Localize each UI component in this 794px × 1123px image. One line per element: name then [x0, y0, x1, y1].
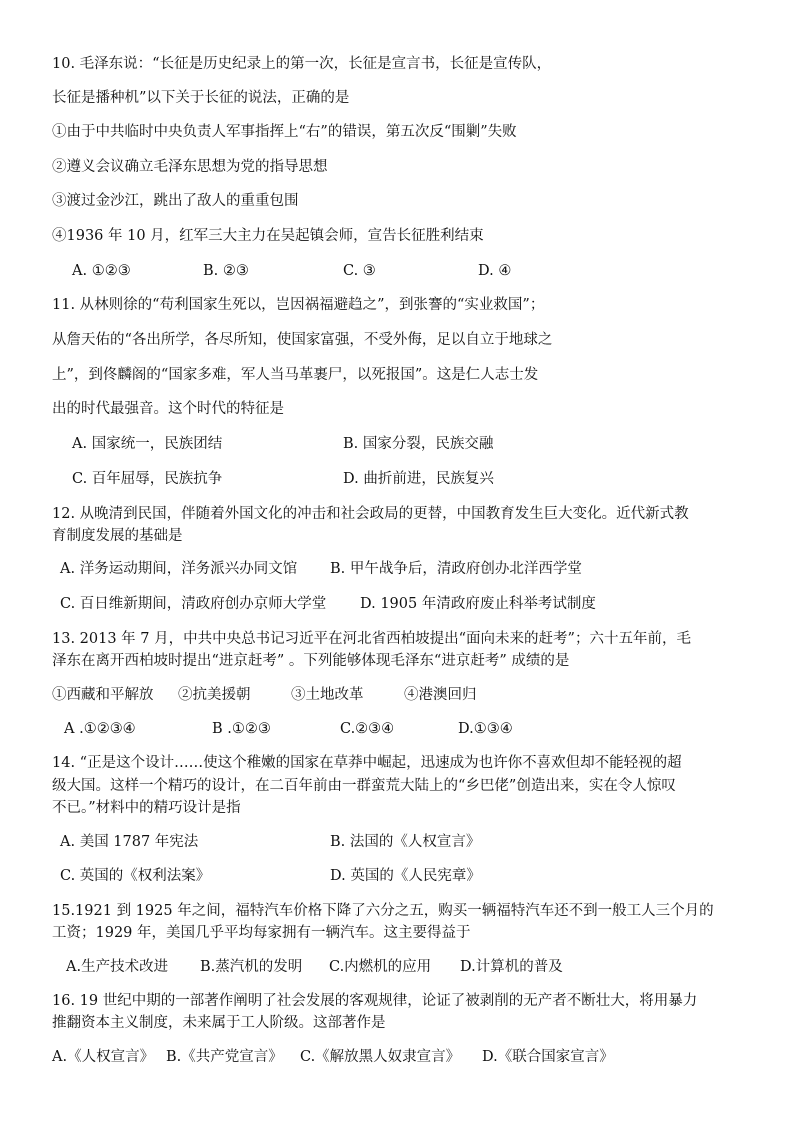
q14-stem-line-2: 级大国。这样一个精巧的设计，在二百年前由一群蛮荒大陆上的“乡巴佬”创造出来，实在令人惊叹 [52, 778, 676, 794]
q16-option-a: A.《人权宣言》 [52, 1049, 155, 1065]
q11-stem-line-1: 11. 从林则徐的“苟利国家生死以，岂因祸福避趋之”，到张謇的“实业救国”； [52, 297, 545, 313]
q12-stem-line-1: 12. 从晚清到民国，伴随着外国文化的冲击和社会政局的更替，中国教育发生巨大变化。近代新式教 [52, 506, 689, 522]
q13-item-3: ③土地改革 [291, 687, 364, 703]
q10-item-1: ①由于中共临时中央负责人军事指挥上“右”的错误，第五次反“围剿”失败 [52, 124, 517, 140]
q11-stem-line-2: 从詹天佑的“各出所学，各尽所知，使国家富强，不受外侮，足以自立于地球之 [52, 332, 553, 348]
q13-item-1: ①西藏和平解放 [52, 687, 154, 703]
q10-option-a: A. ①②③ [72, 263, 131, 279]
q16-stem-line-2: 推翻资本主义制度，未来属于工人阶级。这部著作是 [52, 1015, 386, 1031]
q15-option-c: C.内燃机的应用 [329, 959, 432, 975]
q15-option-d: D.计算机的普及 [460, 959, 563, 975]
q12-stem-line-2: 育制度发展的基础是 [52, 528, 183, 544]
q12-option-a: A. 洋务运动期间，洋务派兴办同文馆 [60, 561, 298, 577]
q16-option-d: D.《联合国家宣言》 [482, 1049, 614, 1065]
q11-stem-line-3: 上”，到佟麟阁的“国家多难，军人当马革裹尸，以死报国”。这是仁人志士发 [52, 367, 539, 383]
q13-stem-line-2: 泽东在离开西柏坡时提出“进京赶考” 。下列能够体现毛泽东“进京赶考” 成绩的是 [52, 653, 570, 669]
q10-stem-line-1: 10. 毛泽东说：“长征是历史纪录上的第一次，长征是宣言书，长征是宣传队， [52, 56, 552, 72]
q11-option-c: C. 百年屈辱，民族抗争 [72, 471, 223, 487]
q12-option-c: C. 百日维新期间，清政府创办京师大学堂 [60, 596, 327, 612]
q11-option-b: B. 国家分裂，民族交融 [343, 436, 494, 452]
q13-stem-line-1: 13. 2013 年 7 月，中共中央总书记习近平在河北省西柏坡提出“面向未来的赶考”；六十五年前，毛 [52, 631, 691, 647]
q13-option-d: D.①③④ [458, 721, 513, 737]
q16-option-c: C.《解放黑人奴隶宣言》 [300, 1049, 461, 1065]
q14-option-a: A. 美国 1787 年宪法 [60, 834, 199, 850]
q10-option-d: D. ④ [478, 263, 512, 279]
q12-option-d: D. 1905 年清政府废止科举考试制度 [360, 596, 596, 612]
q14-option-b: B. 法国的《人权宣言》 [330, 834, 481, 850]
q15-stem-line-1: 15.1921 到 1925 年之间，福特汽车价格下降了六分之五，购买一辆福特汽车还不到一般工人三个月的 [52, 903, 714, 919]
q16-stem-line-1: 16. 19 世纪中期的一部著作阐明了社会发展的客观规律，论证了被剥削的无产者不断壮大，将用暴力 [52, 993, 698, 1009]
q15-stem-line-2: 工资；1929 年，美国几乎平均每家拥有一辆汽车。这主要得益于 [52, 925, 471, 941]
q10-item-3: ③渡过金沙江，跳出了敌人的重重包围 [52, 193, 299, 209]
q10-stem-line-2: 长征是播种机”以下关于长征的说法，正确的是 [52, 90, 350, 106]
q14-stem-line-3: 不已。”材料中的精巧设计是指 [52, 800, 241, 816]
q15-option-b: B.蒸汽机的发明 [200, 959, 303, 975]
q13-item-4: ④港澳回归 [404, 687, 477, 703]
q11-option-a: A. 国家统一，民族团结 [72, 436, 223, 452]
q13-option-a: A .①②③④ [64, 721, 136, 737]
q14-option-d: D. 英国的《人民宪章》 [330, 868, 481, 884]
q11-option-d: D. 曲折前进，民族复兴 [343, 471, 494, 487]
q10-item-4: ④1936 年 10 月，红军三大主力在吴起镇会师，宣告长征胜利结束 [52, 228, 484, 244]
q10-item-2: ②遵义会议确立毛泽东思想为党的指导思想 [52, 159, 328, 175]
q10-option-b: B. ②③ [203, 263, 249, 279]
q12-option-b: B. 甲午战争后，清政府创办北洋西学堂 [330, 561, 582, 577]
q13-option-c: C.②③④ [340, 721, 395, 737]
q11-stem-line-4: 出的时代最强音。这个时代的特征是 [52, 401, 284, 417]
q14-option-c: C. 英国的《权利法案》 [60, 868, 211, 884]
q15-option-a: A.生产技术改进 [66, 959, 169, 975]
q16-option-b: B.《共产党宣言》 [166, 1049, 283, 1065]
q13-item-2: ②抗美援朝 [178, 687, 251, 703]
q10-option-c: C. ③ [343, 263, 376, 279]
q13-option-b: B .①②③ [212, 721, 271, 737]
q14-stem-line-1: 14. “正是这个设计……使这个稚嫩的国家在草莽中崛起，迅速成为也许你不喜欢但却不能轻视的超 [52, 755, 682, 771]
